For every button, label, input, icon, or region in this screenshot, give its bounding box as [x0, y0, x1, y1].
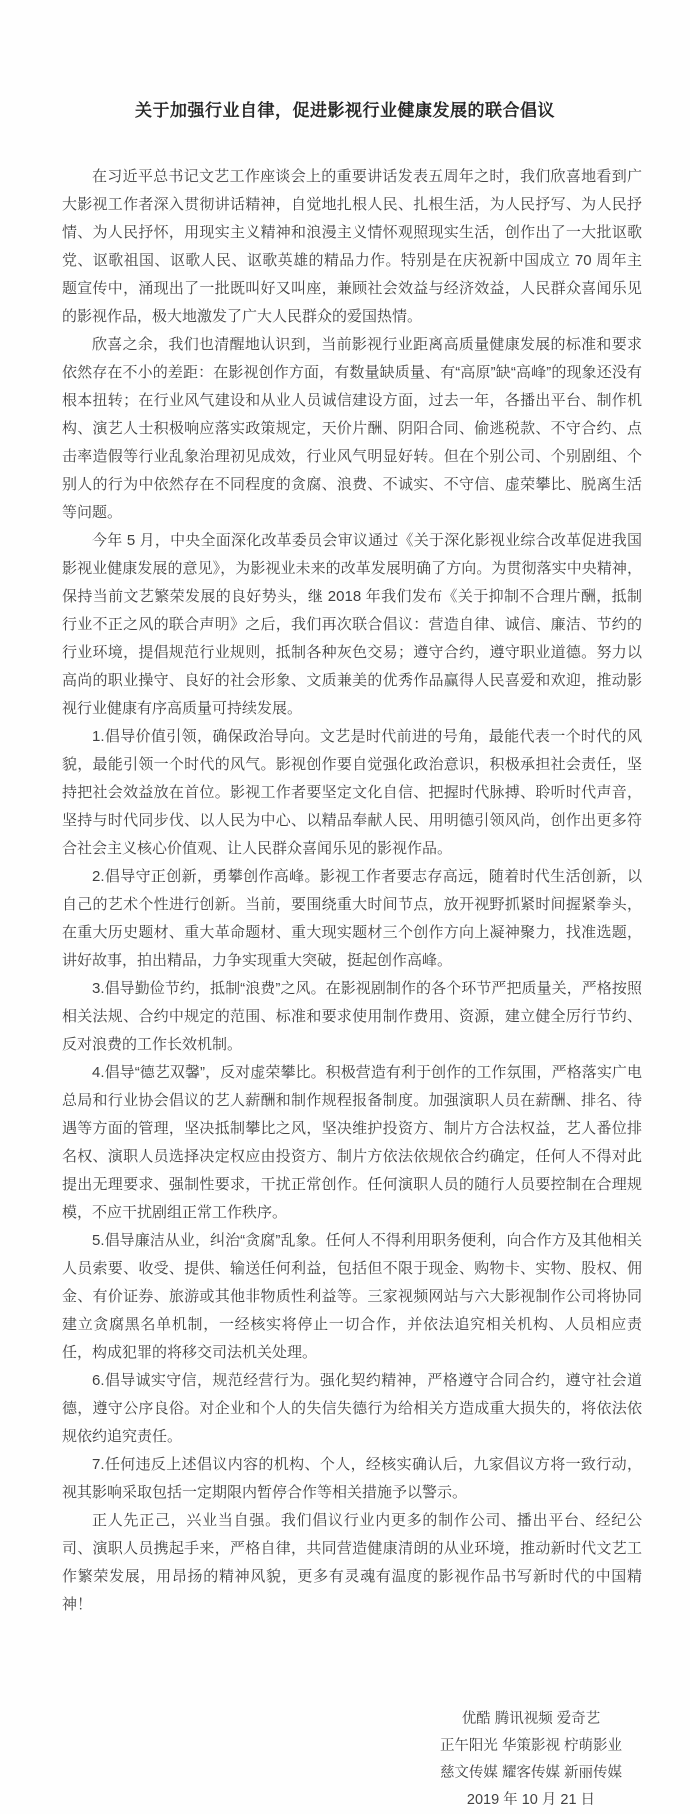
- paragraph-closing: 正人先正己，兴业当自强。我们倡议行业内更多的制作公司、播出平台、经纪公司、演职人员携起手来，严格自律，共同营造健康清朗的从业环境，推动新时代文艺工作繁荣发展，用昂扬的精神风貌，更多有灵魂有温度的影视作品书写新时代的中国精神！: [62, 1512, 642, 1613]
- initiative-item-4: 4.倡导“德艺双馨”，反对虚荣攀比。积极营造有利于创作的工作氛围，严格落实广电总局和行业协会倡议的艺人薪酬和制作规程报备制度。加强演职人员在薪酬、排名、待遇等方面的管理，坚决抵制攀比之风，坚决维护投资方、制片方合法权益，艺人番位排名权、演职人员选择决定权应由投资方、制片方依法依规依合约确定，任何人不得对此提出无理要求、强制性要求，干扰正常创作。任何演职人员的随行人员要控制在合理规模，不应干扰剧组正常工作秩序。: [62, 1064, 642, 1221]
- paragraph-policy: 今年 5 月，中央全面深化改革委员会审议通过《关于深化影视业综合改革促进我国影视业健康发展的意见》，为影视业未来的改革发展明确了方向。为贯彻落实中央精神，保持当前文艺繁荣发展的良好势头，继 2018 年我们发布《关于抑制不合理片酬，抵制行业不正之风的联合声明》之后，我们再次联合倡议：营造自律、诚信、廉洁、节约的行业环境，提倡规范行业规则，抵制各种灰色交易；遵守合约，遵守职业道德。努力以高尚的职业操守、良好的社会形象、文质兼美的优秀作品赢得人民喜爱和欢迎，推动影视行业健康有序高质量可持续发展。: [62, 532, 642, 717]
- initiative-item-7: 7.任何违反上述倡议内容的机构、个人，经核实确认后，九家倡议方将一致行动，视其影响采取包括一定期限内暂停合作等相关措施予以警示。: [62, 1456, 642, 1501]
- initiative-item-3: 3.倡导勤俭节约，抵制“浪费”之风。在影视剧制作的各个环节严把质量关，严格按照相关法规、合约中规定的范围、标准和要求使用制作费用、资源，建立健全厉行节约、反对浪费的工作长效机制。: [62, 980, 642, 1053]
- signatory-line: 优酷 腾讯视频 爱奇艺: [461, 1711, 601, 1727]
- paragraph-problems: 欣喜之余，我们也清醒地认识到，当前影视行业距离高质量健康发展的标准和要求依然存在不小的差距：在影视创作方面，有数量缺质量、有“高原”缺“高峰”的现象还没有根本扭转；在行业风气建设和从业人员诚信建设方面，过去一年，各播出平台、制作机构、演艺人士积极响应落实政策规定，天价片酬、阴阳合同、偷逃税款、不守合约、点击率造假等行业乱象治理初见成效，行业风气明显好转。但在个别公司、个别剧组、个别人的行为中依然存在不同程度的贪腐、浪费、不诚实、不守信、虚荣攀比、脱离生活等问题。: [62, 336, 642, 521]
- initiative-item-1: 1.倡导价值引领，确保政治导向。文艺是时代前进的号角，最能代表一个时代的风貌，最能引领一个时代的风气。影视创作要自觉强化政治意识，积极承担社会责任，坚持把社会效益放在首位。影视工作者要坚定文化自信、把握时代脉搏、聆听时代声音，坚持与时代同步伐、以人民为中心、以精品奉献人民、用明德引领风尚，创作出更多符合社会主义核心价值观、让人民群众喜闻乐见的影视作品。: [62, 728, 642, 857]
- date-line: 2019 年 10 月 21 日: [466, 1792, 596, 1808]
- paragraph-intro: 在习近平总书记文艺工作座谈会上的重要讲话发表五周年之时，我们欣喜地看到广大影视工作者深入贯彻讲话精神，自觉地扎根人民、扎根生活，为人民抒写、为人民抒情、为人民抒怀，用现实主义精神和浪漫主义情怀观照现实生活，创作出了一大批讴歌党、讴歌祖国、讴歌人民、讴歌英雄的精品力作。特别是在庆祝新中国成立 70 周年主题宣传中，涌现出了一批既叫好又叫座，兼顾社会效益与经济效益，人民群众喜闻乐见的影视作品，极大地激发了广大人民群众的爱国热情。: [62, 168, 642, 325]
- document-body: [62, 163, 642, 1619]
- initiative-item-5: 5.倡导廉洁从业，纠治“贪腐”乱象。任何人不得利用职务便利，向合作方及其他相关人员索要、收受、提供、输送任何利益，包括但不限于现金、购物卡、实物、股权、佣金、有价证券、旅游或其他非物质性利益等。三家视频网站与六大影视制作公司将协同建立贪腐黑名单机制，一经核实将停止一切合作，并依法追究相关机构、人员相应责任，构成犯罪的将移交司法机关处理。: [62, 1232, 642, 1361]
- initiative-item-6: 6.倡导诚实守信，规范经营行为。强化契约精神，严格遵守合同合约，遵守社会道德，遵守公序良俗。对企业和个人的失信失德行为给相关方造成重大损失的，将依法依规依约追究责任。: [62, 1372, 642, 1445]
- signature-block: [440, 1706, 622, 1814]
- signatory-line: 慈文传媒 耀客传媒 新丽传媒: [439, 1765, 622, 1781]
- signatory-line: 正午阳光 华策影视 柠萌影业: [439, 1738, 622, 1754]
- document-title: 关于加强行业自律，促进影视行业健康发展的联合倡议: [135, 101, 555, 120]
- initiative-item-2: 2.倡导守正创新，勇攀创作高峰。影视工作者要志存高远，随着时代生活创新，以自己的艺术个性进行创新。当前，要围绕重大时间节点，放开视野抓紧时间握紧拳头，在重大历史题材、重大革命题材、重大现实题材三个创作方向上凝神聚力，找准选题，讲好故事，拍出精品，力争实现重大突破，挺起创作高峰。: [62, 868, 642, 969]
